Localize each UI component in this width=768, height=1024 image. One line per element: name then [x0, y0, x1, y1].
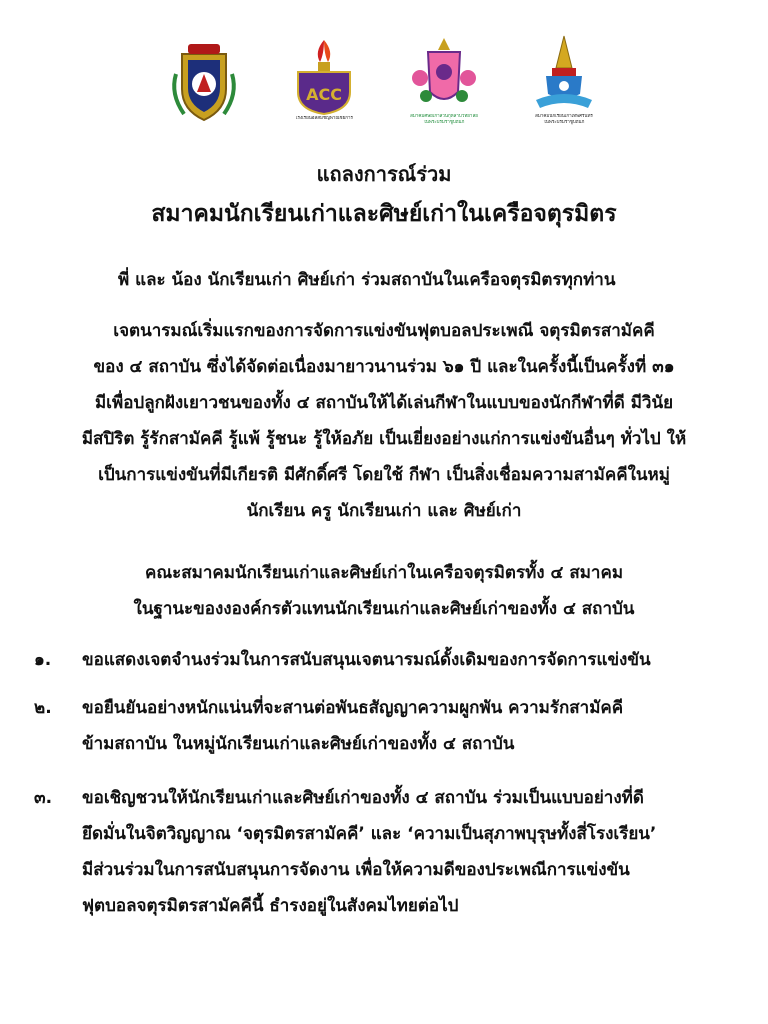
- list-item-number: ๒.: [34, 698, 52, 718]
- logo-row: [0, 34, 768, 134]
- crest-3-caption-1: สมาคมศิษย์เก่าสวนกุหลาบวิทยาลัย: [410, 114, 478, 119]
- acc-caption-bottom: โรงเรียนอัสสัมชัญพาณิชยการ: [295, 116, 353, 121]
- paragraph-line: มีเพื่อปลูกฝังเยาวชนของทั้ง ๔ สถาบันให้ได้เล่นกีฬาในแบบของนักกีฬาที่ดี มีวินัย: [94, 393, 674, 413]
- crest-4-icon: [526, 34, 602, 114]
- crest-3-caption-2: ในพระบรมราชูปถัมภ์: [423, 120, 465, 125]
- greeting-line: พี่ และ น้อง นักเรียนเก่า ศิษย์เก่า ร่วมสถาบันในเครือจตุรมิตรทุกท่าน: [118, 270, 616, 290]
- acc-logo: [286, 34, 362, 130]
- paragraph-line: นักเรียน ครู นักเรียนเก่า และ ศิษย์เก่า: [246, 501, 522, 521]
- document-title: แถลงการณ์ร่วม: [316, 162, 452, 186]
- paragraph-line: เป็นการแข่งขันที่มีเกียรติ มีศักดิ์ศรี โดยใช้ กีฬา เป็นสิ่งเชื่อมความสามัคคีในหมู่: [98, 465, 670, 485]
- list-item-text: [82, 642, 744, 678]
- list-item-line: ขอแสดงเจตจำนงร่วมในการสนับสนุนเจตนารมณ์ดั้งเดิมของการจัดการแข่งขัน: [82, 650, 651, 670]
- list-item-line: ข้ามสถาบัน ในหมู่นักเรียนเก่าและศิษย์เก่าของทั้ง ๔ สถาบัน: [82, 734, 515, 754]
- crest-logo-4: [526, 34, 602, 130]
- paragraph-line: ของ ๔ สถาบัน ซึ่งได้จัดต่อเนื่องมายาวนานร่วม ๖๑ ปี และในครั้งนี้เป็นครั้งที่ ๓๑: [93, 357, 675, 377]
- document-subtitle: สมาคมนักเรียนเก่าและศิษย์เก่าในเครือจตุรมิตร: [151, 201, 617, 227]
- crest-logo-1: [166, 34, 242, 130]
- list-item-line: ขอเชิญชวนให้นักเรียนเก่าและศิษย์เก่าของทั้ง ๔ สถาบัน ร่วมเป็นแบบอย่างที่ดี: [82, 788, 644, 808]
- list-item-number: ๓.: [34, 788, 53, 808]
- paragraph-line: ในฐานะของงองค์กรตัวแทนนักเรียนเก่าและศิษย์เก่าของทั้ง ๔ สถาบัน: [133, 599, 635, 619]
- list-item-line: ฟุตบอลจตุรมิตรสามัคคีนี้ ธำรงอยู่ในสังคมไทยต่อไป: [82, 896, 459, 916]
- crest-4-caption-1: สมาคมนักเรียนเก่าเทพศิรินทร์: [535, 114, 593, 119]
- acc-emblem-icon: [286, 34, 362, 116]
- paragraph-line: คณะสมาคมนักเรียนเก่าและศิษย์เก่าในเครือจตุรมิตรทั้ง ๔ สมาคม: [144, 563, 624, 583]
- crest-4-caption-2: ในพระบรมราชูปถัมภ์: [543, 120, 585, 125]
- list-item-text: [82, 780, 744, 924]
- crest-logo-3: [406, 34, 482, 130]
- list-item-line: มีส่วนร่วมในการสนับสนุนการจัดงาน เพื่อให้ความดีของประเพณีการแข่งขัน: [82, 860, 630, 880]
- paragraph-line: เจตนารมณ์เริ่มแรกของการจัดการแข่งขันฟุตบอลประเพณี จตุรมิตรสามัคคี: [113, 321, 655, 341]
- acc-emblem-text: ACC: [306, 85, 342, 104]
- crest-1-icon: [166, 34, 242, 130]
- list-item-line: ขอยืนยันอย่างหนักแน่นที่จะสานต่อพันธสัญญาความผูกพัน ความรักสามัคคี: [82, 698, 624, 718]
- crest-3-icon: [406, 34, 482, 114]
- paragraph-line: มีสปิริต รู้รักสามัคคี รู้แพ้ รู้ชนะ รู้ให้อภัย เป็นเยี่ยงอย่างแก่การแข่งขันอื่นๆ ทั่วไป ให้: [81, 429, 687, 449]
- intent-paragraph: [40, 313, 728, 529]
- association-paragraph: [40, 555, 728, 627]
- list-item-number: ๑.: [34, 650, 52, 670]
- list-item-line: ยึดมั่นในจิตวิญญาณ ‘จตุรมิตรสามัคคี’ และ ‘ความเป็นสุภาพบุรุษทั้งสี่โรงเรียน’: [82, 824, 657, 844]
- list-item-text: [82, 690, 744, 762]
